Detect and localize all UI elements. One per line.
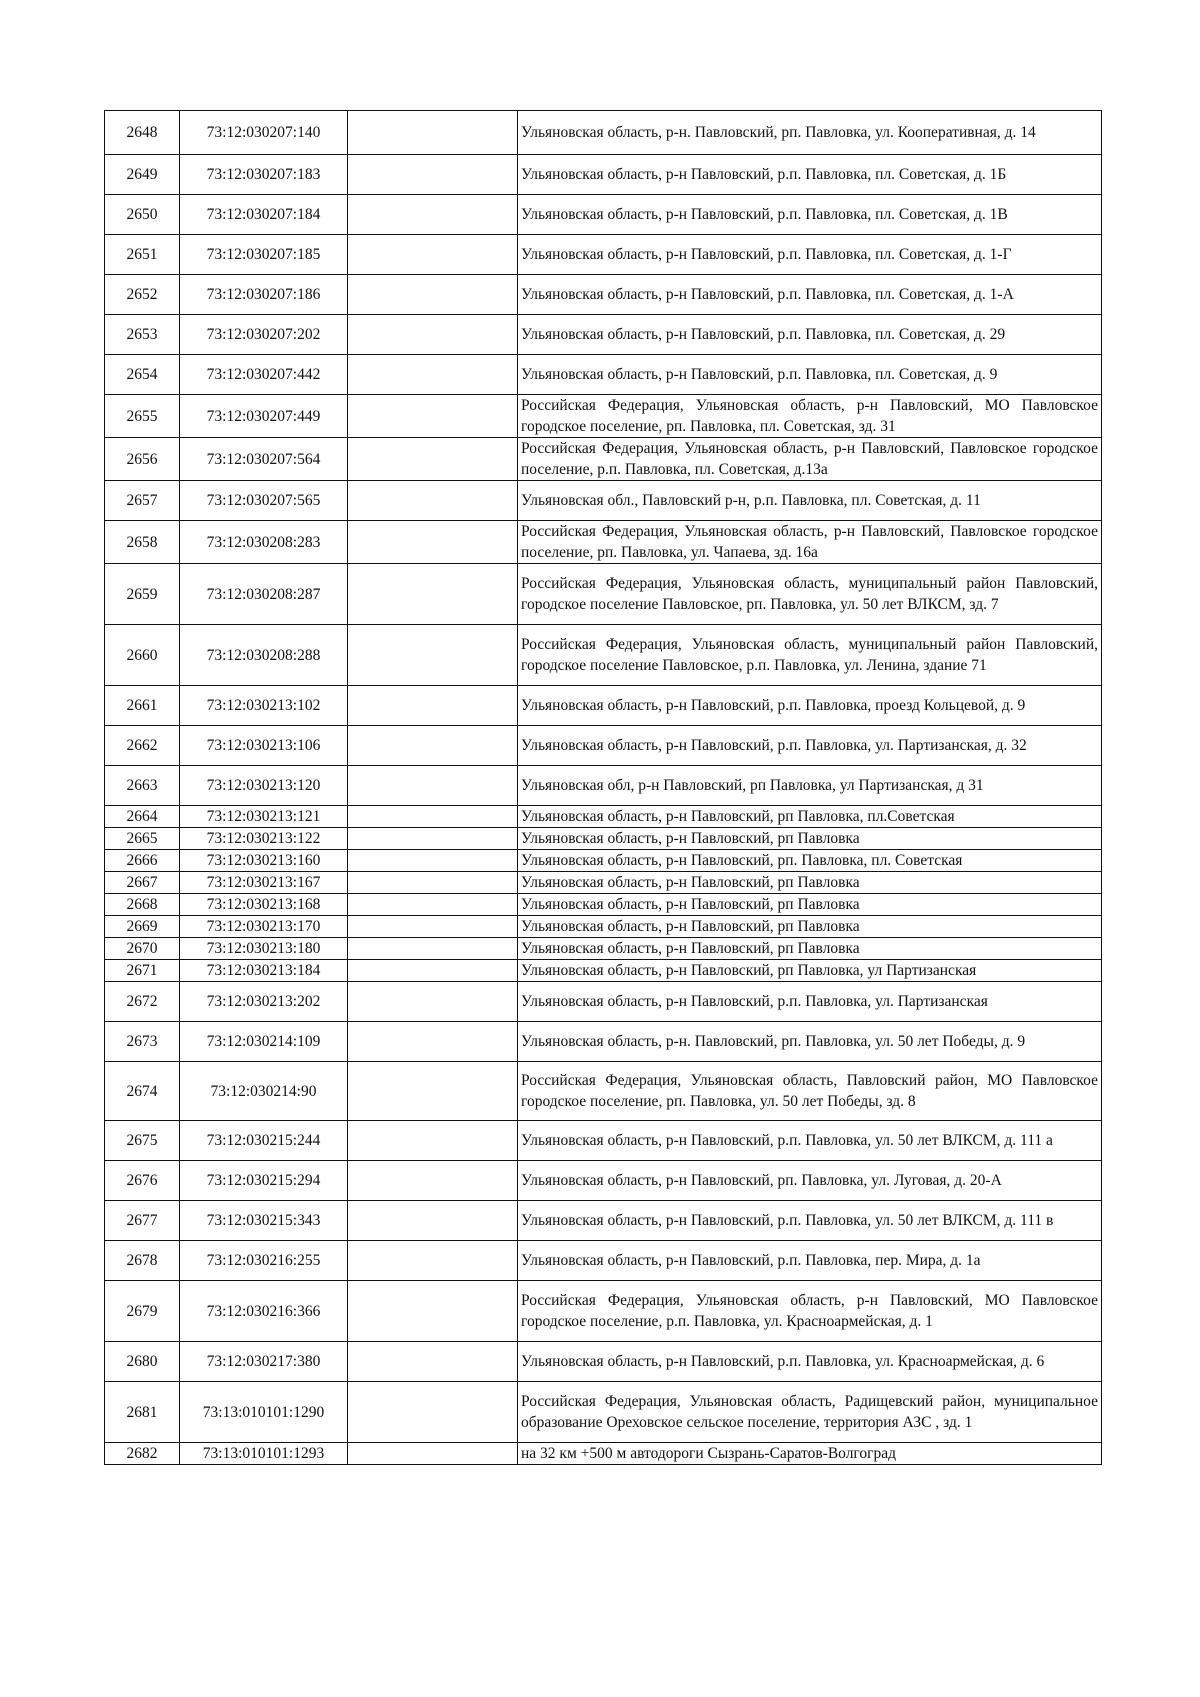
table-row xyxy=(105,1022,1102,1062)
cadastral-number-cell: 73:12:030213:160 xyxy=(180,850,348,872)
empty-cell xyxy=(348,1022,518,1062)
address-cell: Ульяновская область, р-н. Павловский, рп. Павловка, ул. Кооперативная, д. 14 xyxy=(518,111,1102,155)
address-cell: Ульяновская область, р-н Павловский, рп Павловка, ул Партизанская xyxy=(518,960,1102,982)
table-row xyxy=(105,938,1102,960)
table-row xyxy=(105,894,1102,916)
table-row xyxy=(105,1342,1102,1382)
table-row xyxy=(105,960,1102,982)
table-row xyxy=(105,481,1102,521)
row-number-cell: 2680 xyxy=(105,1342,180,1382)
row-number-cell: 2662 xyxy=(105,726,180,766)
table-row xyxy=(105,395,1102,438)
cadastral-number-cell: 73:12:030213:202 xyxy=(180,982,348,1022)
address-cell: Ульяновская область, р-н Павловский, рп Павловка xyxy=(518,828,1102,850)
empty-cell xyxy=(348,1281,518,1342)
empty-cell xyxy=(348,850,518,872)
row-number-cell: 2665 xyxy=(105,828,180,850)
table-row xyxy=(105,1382,1102,1443)
row-number-cell: 2675 xyxy=(105,1121,180,1161)
table-row xyxy=(105,916,1102,938)
address-cell: Ульяновская область, р-н Павловский, р.п. Павловка, пл. Советская, д. 29 xyxy=(518,315,1102,355)
row-number-cell: 2668 xyxy=(105,894,180,916)
row-number-cell: 2663 xyxy=(105,766,180,806)
address-cell: Ульяновская область, р-н Павловский, рп. Павловка, пл. Советская xyxy=(518,850,1102,872)
table-row xyxy=(105,235,1102,275)
table-row xyxy=(105,686,1102,726)
cadastral-number-cell: 73:13:010101:1290 xyxy=(180,1382,348,1443)
address-cell: Ульяновская область, р-н Павловский, рп Павловка xyxy=(518,872,1102,894)
row-number-cell: 2682 xyxy=(105,1443,180,1465)
table-row xyxy=(105,766,1102,806)
empty-cell xyxy=(348,806,518,828)
address-cell: Ульяновская обл., Павловский р-н, р.п. Павловка, пл. Советская, д. 11 xyxy=(518,481,1102,521)
empty-cell xyxy=(348,275,518,315)
address-cell: Ульяновская область, р-н Павловский, р.п. Павловка, ул. Партизанская xyxy=(518,982,1102,1022)
row-number-cell: 2678 xyxy=(105,1241,180,1281)
empty-cell xyxy=(348,938,518,960)
cadastral-number-cell: 73:12:030207:564 xyxy=(180,438,348,481)
address-cell: Российская Федерация, Ульяновская область, р-н Павловский, Павловское городское поселение, р.п. Павловка, пл. Советская, д.13а xyxy=(518,438,1102,481)
row-number-cell: 2651 xyxy=(105,235,180,275)
empty-cell xyxy=(348,686,518,726)
row-number-cell: 2676 xyxy=(105,1161,180,1201)
cadastral-number-cell: 73:12:030214:90 xyxy=(180,1062,348,1121)
cadastral-number-cell: 73:12:030213:168 xyxy=(180,894,348,916)
cadastral-number-cell: 73:12:030207:140 xyxy=(180,111,348,155)
empty-cell xyxy=(348,1443,518,1465)
address-cell: Ульяновская область, р-н Павловский, р.п. Павловка, пер. Мира, д. 1а xyxy=(518,1241,1102,1281)
table-row xyxy=(105,806,1102,828)
address-cell: Ульяновская область, р-н Павловский, р.п. Павловка, пл. Советская, д. 1-Г xyxy=(518,235,1102,275)
cadastral-number-cell: 73:12:030208:287 xyxy=(180,564,348,625)
empty-cell xyxy=(348,916,518,938)
cadastral-number-cell: 73:12:030215:244 xyxy=(180,1121,348,1161)
empty-cell xyxy=(348,1201,518,1241)
cadastral-number-cell: 73:12:030208:288 xyxy=(180,625,348,686)
table-row xyxy=(105,521,1102,564)
empty-cell xyxy=(348,872,518,894)
cadastral-number-cell: 73:12:030213:102 xyxy=(180,686,348,726)
table-row xyxy=(105,1281,1102,1342)
address-cell: Ульяновская область, р-н Павловский, р.п. Павловка, пл. Советская, д. 1В xyxy=(518,195,1102,235)
table-row xyxy=(105,982,1102,1022)
row-number-cell: 2649 xyxy=(105,155,180,195)
address-cell: Ульяновская область, р-н Павловский, р.п. Павловка, ул. 50 лет ВЛКСМ, д. 111 а xyxy=(518,1121,1102,1161)
empty-cell xyxy=(348,395,518,438)
empty-cell xyxy=(348,894,518,916)
address-cell: Ульяновская область, р-н. Павловский, рп. Павловка, ул. 50 лет Победы, д. 9 xyxy=(518,1022,1102,1062)
registry-body xyxy=(105,111,1102,1465)
table-row xyxy=(105,1443,1102,1465)
row-number-cell: 2654 xyxy=(105,355,180,395)
cadastral-number-cell: 73:12:030207:183 xyxy=(180,155,348,195)
empty-cell xyxy=(348,828,518,850)
empty-cell xyxy=(348,315,518,355)
empty-cell xyxy=(348,521,518,564)
address-cell: Российская Федерация, Ульяновская область, Радищевский район, муниципальное образование Ореховское сельское поселение, территория АЗС , зд. 1 xyxy=(518,1382,1102,1443)
cadastral-number-cell: 73:12:030213:184 xyxy=(180,960,348,982)
cadastral-number-cell: 73:12:030213:180 xyxy=(180,938,348,960)
address-cell: Ульяновская область, р-н Павловский, р.п. Павловка, ул. 50 лет ВЛКСМ, д. 111 в xyxy=(518,1201,1102,1241)
row-number-cell: 2670 xyxy=(105,938,180,960)
cadastral-number-cell: 73:12:030217:380 xyxy=(180,1342,348,1382)
empty-cell xyxy=(348,766,518,806)
cadastral-number-cell: 73:12:030213:170 xyxy=(180,916,348,938)
empty-cell xyxy=(348,195,518,235)
address-cell: Ульяновская область, р-н Павловский, рп. Павловка, ул. Луговая, д. 20-А xyxy=(518,1161,1102,1201)
table-row xyxy=(105,726,1102,766)
row-number-cell: 2648 xyxy=(105,111,180,155)
cadastral-number-cell: 73:12:030213:167 xyxy=(180,872,348,894)
address-cell: на 32 км +500 м автодороги Сызрань-Саратов-Волгоград xyxy=(518,1443,1102,1465)
row-number-cell: 2666 xyxy=(105,850,180,872)
row-number-cell: 2673 xyxy=(105,1022,180,1062)
empty-cell xyxy=(348,564,518,625)
cadastral-number-cell: 73:12:030213:121 xyxy=(180,806,348,828)
cadastral-number-cell: 73:12:030213:106 xyxy=(180,726,348,766)
empty-cell xyxy=(348,155,518,195)
address-cell: Ульяновская область, р-н Павловский, рп Павловка, пл.Советская xyxy=(518,806,1102,828)
row-number-cell: 2659 xyxy=(105,564,180,625)
cadastral-number-cell: 73:12:030213:120 xyxy=(180,766,348,806)
empty-cell xyxy=(348,1161,518,1201)
row-number-cell: 2652 xyxy=(105,275,180,315)
empty-cell xyxy=(348,982,518,1022)
row-number-cell: 2661 xyxy=(105,686,180,726)
empty-cell xyxy=(348,1342,518,1382)
row-number-cell: 2657 xyxy=(105,481,180,521)
empty-cell xyxy=(348,960,518,982)
cadastral-number-cell: 73:12:030207:186 xyxy=(180,275,348,315)
table-row xyxy=(105,850,1102,872)
table-row xyxy=(105,155,1102,195)
row-number-cell: 2660 xyxy=(105,625,180,686)
row-number-cell: 2679 xyxy=(105,1281,180,1342)
row-number-cell: 2655 xyxy=(105,395,180,438)
table-row xyxy=(105,195,1102,235)
row-number-cell: 2650 xyxy=(105,195,180,235)
empty-cell xyxy=(348,625,518,686)
address-cell: Ульяновская область, р-н Павловский, р.п. Павловка, ул. Партизанская, д. 32 xyxy=(518,726,1102,766)
cadastral-number-cell: 73:12:030207:442 xyxy=(180,355,348,395)
table-row xyxy=(105,1062,1102,1121)
row-number-cell: 2656 xyxy=(105,438,180,481)
table-row xyxy=(105,438,1102,481)
table-row xyxy=(105,111,1102,155)
address-cell: Российская Федерация, Ульяновская область, р-н Павловский, МО Павловское городское поселение, рп. Павловка, пл. Советская, зд. 31 xyxy=(518,395,1102,438)
table-row xyxy=(105,1241,1102,1281)
cadastral-number-cell: 73:12:030207:202 xyxy=(180,315,348,355)
empty-cell xyxy=(348,726,518,766)
cadastral-number-cell: 73:12:030207:185 xyxy=(180,235,348,275)
row-number-cell: 2664 xyxy=(105,806,180,828)
empty-cell xyxy=(348,1241,518,1281)
row-number-cell: 2674 xyxy=(105,1062,180,1121)
address-cell: Ульяновская область, р-н Павловский, рп Павловка xyxy=(518,894,1102,916)
table-row xyxy=(105,315,1102,355)
table-row xyxy=(105,1121,1102,1161)
empty-cell xyxy=(348,481,518,521)
address-cell: Ульяновская обл, р-н Павловский, рп Павловка, ул Партизанская, д 31 xyxy=(518,766,1102,806)
empty-cell xyxy=(348,235,518,275)
row-number-cell: 2658 xyxy=(105,521,180,564)
address-cell: Ульяновская область, р-н Павловский, р.п. Павловка, ул. Красноармейская, д. 6 xyxy=(518,1342,1102,1382)
address-cell: Ульяновская область, р-н Павловский, рп Павловка xyxy=(518,916,1102,938)
cadastral-number-cell: 73:13:010101:1293 xyxy=(180,1443,348,1465)
table-row xyxy=(105,355,1102,395)
address-cell: Российская Федерация, Ульяновская область, муниципальный район Павловский, городское поселение Павловское, рп. Павловка, ул. 50 лет ВЛКСМ, зд. 7 xyxy=(518,564,1102,625)
table-row xyxy=(105,564,1102,625)
address-cell: Российская Федерация, Ульяновская область, Павловский район, МО Павловское городское поселение, рп. Павловка, ул. 50 лет Победы, зд. 8 xyxy=(518,1062,1102,1121)
address-cell: Ульяновская область, р-н Павловский, р.п. Павловка, проезд Кольцевой, д. 9 xyxy=(518,686,1102,726)
registry-table xyxy=(104,110,1102,1465)
table-row xyxy=(105,1201,1102,1241)
cadastral-number-cell: 73:12:030216:366 xyxy=(180,1281,348,1342)
row-number-cell: 2671 xyxy=(105,960,180,982)
empty-cell xyxy=(348,438,518,481)
row-number-cell: 2667 xyxy=(105,872,180,894)
cadastral-number-cell: 73:12:030214:109 xyxy=(180,1022,348,1062)
empty-cell xyxy=(348,111,518,155)
table-row xyxy=(105,828,1102,850)
address-cell: Ульяновская область, р-н Павловский, рп Павловка xyxy=(518,938,1102,960)
empty-cell xyxy=(348,1121,518,1161)
cadastral-number-cell: 73:12:030207:565 xyxy=(180,481,348,521)
address-cell: Российская Федерация, Ульяновская область, р-н Павловский, Павловское городское поселение, рп. Павловка, ул. Чапаева, зд. 16а xyxy=(518,521,1102,564)
row-number-cell: 2653 xyxy=(105,315,180,355)
empty-cell xyxy=(348,1382,518,1443)
empty-cell xyxy=(348,1062,518,1121)
cadastral-number-cell: 73:12:030207:184 xyxy=(180,195,348,235)
empty-cell xyxy=(348,355,518,395)
table-row xyxy=(105,1161,1102,1201)
address-cell: Ульяновская область, р-н Павловский, р.п. Павловка, пл. Советская, д. 9 xyxy=(518,355,1102,395)
address-cell: Ульяновская область, р-н Павловский, р.п. Павловка, пл. Советская, д. 1Б xyxy=(518,155,1102,195)
cadastral-number-cell: 73:12:030207:449 xyxy=(180,395,348,438)
cadastral-number-cell: 73:12:030213:122 xyxy=(180,828,348,850)
row-number-cell: 2669 xyxy=(105,916,180,938)
table-row xyxy=(105,625,1102,686)
table-row xyxy=(105,275,1102,315)
row-number-cell: 2677 xyxy=(105,1201,180,1241)
address-cell: Ульяновская область, р-н Павловский, р.п. Павловка, пл. Советская, д. 1-А xyxy=(518,275,1102,315)
cadastral-number-cell: 73:12:030215:294 xyxy=(180,1161,348,1201)
row-number-cell: 2681 xyxy=(105,1382,180,1443)
row-number-cell: 2672 xyxy=(105,982,180,1022)
cadastral-number-cell: 73:12:030216:255 xyxy=(180,1241,348,1281)
table-row xyxy=(105,872,1102,894)
cadastral-number-cell: 73:12:030208:283 xyxy=(180,521,348,564)
address-cell: Российская Федерация, Ульяновская область, муниципальный район Павловский, городское поселение Павловское, р.п. Павловка, ул. Ленина, здание 71 xyxy=(518,625,1102,686)
cadastral-number-cell: 73:12:030215:343 xyxy=(180,1201,348,1241)
address-cell: Российская Федерация, Ульяновская область, р-н Павловский, МО Павловское городское поселение, р.п. Павловка, ул. Красноармейская, д. 1 xyxy=(518,1281,1102,1342)
